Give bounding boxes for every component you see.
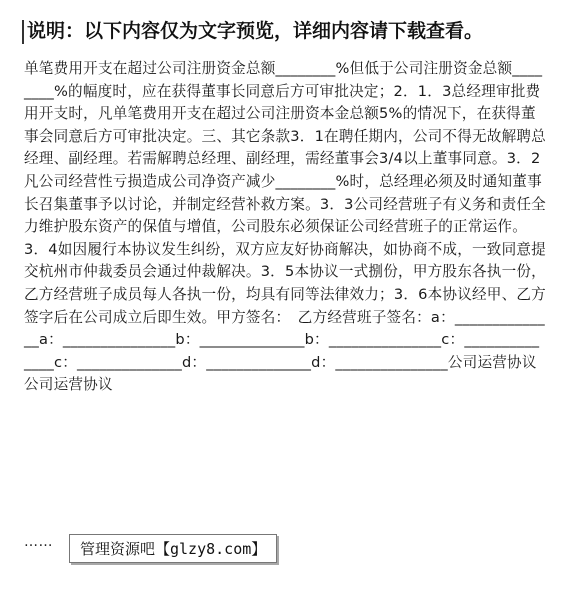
source-watermark	[69, 534, 277, 563]
continuation-ellipsis: ……	[24, 534, 53, 550]
text-cursor	[22, 20, 24, 44]
preview-notice: 说明：以下内容仅为文字预览，详细内容请下载查看。	[27, 20, 484, 42]
watermark-text: 管理资源吧【glzy8.com】	[80, 540, 267, 558]
document-body-text: 单笔费用开支在超过公司注册资金总额________%但低于公司注册资金总额________%的幅度时，应在获得董事长同意后方可审批决定；2．1．3总经理审批费用开支时，凡单笔费用开支在超过公司注册资本金总额5%的情况下，在获得董事会同意后方可审批决定。三、其它条款3．1在聘任期内，公司不得无故解聘总经理、副经理。若需解聘总经理、副经理，需经董事会3/4以上董事同意。3．2凡公司经营性亏损造成公司净资产减少________%时，总经理必须及时通知董事长召集董事予以讨论，并制定经营补救方案。3．3公司经营班子有义务和责任全力维护股东资产的保值与增值，公司股东必须保证公司经营班子的正常运作。3．4如因履行本协议发生纠纷，双方应友好协商解决，如协商不成，一致同意提交杭州市仲裁委员会通过仲裁解决。3．5本协议一式捌份，甲方股东各执一份，乙方经营班子成员每人各执一份，均具有同等法律效力；3．6本协议经甲、乙方签字后在公司成立后即生效。甲方签名： 乙方经营班子签名：a：______________a：_______________b：______________b：_______________c：______________c：______________d：______________d：_______________公司运营协议公司运营协议	[24, 60, 546, 394]
